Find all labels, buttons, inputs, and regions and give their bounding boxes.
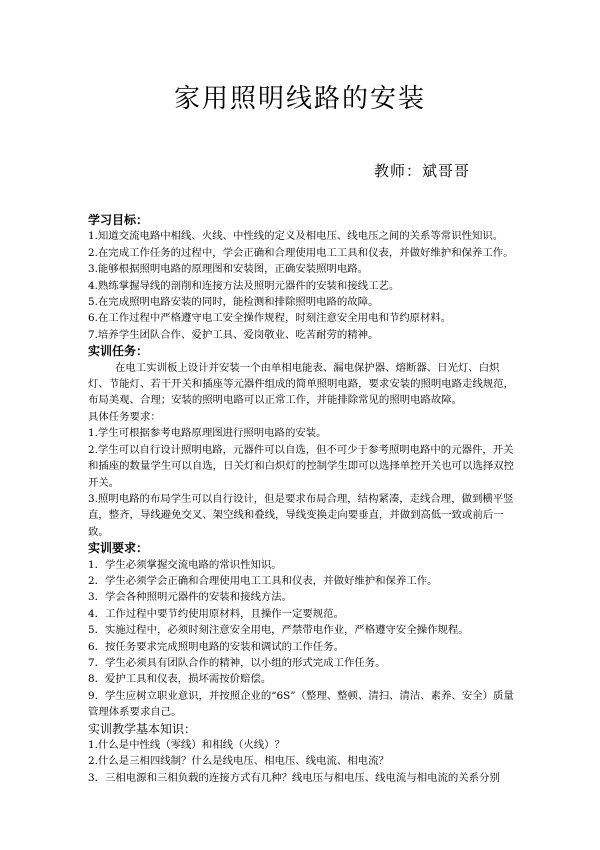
goal-item: 6.在工作过程中严格遵守电工安全操作规程，时刻注意安全用电和节约原材料。 [88,312,452,325]
goal-item: 3.能够根据照明电路的原理图和安装图，正确安装照明电路。 [88,263,369,276]
knowledge-item: 1.什么是中性线（零线）和相线（火线）？ [88,739,285,751]
requirement-item: 1．学生必须掌握交流电路的常识性知识。 [88,558,282,571]
task-item: 3.照明电路的布局学生可以自行设计，但是要求布局合理，结构紧凑，走线合理，做到横平竖直，整齐，导线避免交叉、架空线和叠线，导线变换走向要垂直，并做到高低一致或前后一致。 [88,492,514,538]
requirement-item: 7．学生必须具有团队合作的精神，以小组的形式完成工作任务。 [88,656,386,669]
requirement-item: 9．学生应树立职业意识，并按照企业的“6S”（整理、整顿、清扫、清洁、素养、安全）质量管理体系要求自己。 [88,689,514,719]
task-item: 1.学生可根据参考电路原理图进行照明电路的安装。 [88,427,327,440]
requirement-item: 5．实施过程中，必须时刻注意安全用电，严禁带电作业，严格遵守安全操作规程。 [88,624,469,637]
requirements-heading: 实训要求： [88,541,149,556]
task-paragraph: 在电工实训板上设计并安装一个由单相电能表、漏电保护器、熔断器、日光灯、白炽灯、节能灯、若干开关和插座等元器件组成的简单照明电路，要求安装的照明电路走线规范，布局美观、合理；安装的照明电路可以正常工作，并能排除常见的照明电路故障。 [88,361,515,407]
requirement-item: 6．按任务要求完成照明电路的安装和调试的工作任务。 [88,640,344,653]
teacher-name: 教师：斌哥哥 [374,162,471,180]
goal-item: 5.在完成照明电路安装的同时，能检测和排除照明电路的故障。 [88,296,379,309]
knowledge-item: 2.什么是三相四线制？什么是线电压、相电压、线电流、相电流？ [88,755,389,768]
requirement-item: 8．爱护工具和仪表，损坏需按价赔偿。 [88,673,272,686]
knowledge-item: 3．三相电源和三相负载的连接方式有几种？线电压与相电压、线电流与相电流的关系分别 [88,771,500,784]
task-item: 2.学生可以自行设计照明电路，元器件可以自选，但不可少于参考照明电路中的元器件，开关和插座的数量学生可以自选，日关灯和白炽灯的控制学生即可以选择单控开关也可以选择双控开关。 [88,443,515,489]
requirement-item: 3．学会各种照明元器件的安装和接线方法。 [88,591,293,604]
goal-item: 2.在完成工作任务的过程中，学会正确和合理使用电工工具和仪表，并做好维护和保养工作。 [88,246,514,259]
goal-item: 7.培养学生团队合作、爱护工具、爱岗敬业、吃苦耐劳的精神。 [88,328,379,341]
requirement-item: 2．学生必须学会正确和合理使用电工工具和仪表，并做好维护和保养工作。 [88,574,438,587]
task-sub-heading: 具体任务要求： [88,410,161,423]
task-heading: 实训任务： [88,344,149,359]
goal-item: 1.知道交流电路中相线、火线、中性线的定义及相电压、线电压之间的关系等常识性知识。 [88,230,504,243]
requirement-item: 4．工作过程中要节约使用原材料，且操作一定要规范。 [88,607,344,620]
page-title: 家用照明线路的安装 [173,84,426,114]
goal-item: 4.熟练掌握导线的剖削和连接方法及照明元器件的安装和接线工艺。 [88,279,400,292]
knowledge-heading: 实训教学基本知识： [88,721,197,736]
document-body [88,212,520,786]
goals-heading: 学习目标： [88,213,149,227]
